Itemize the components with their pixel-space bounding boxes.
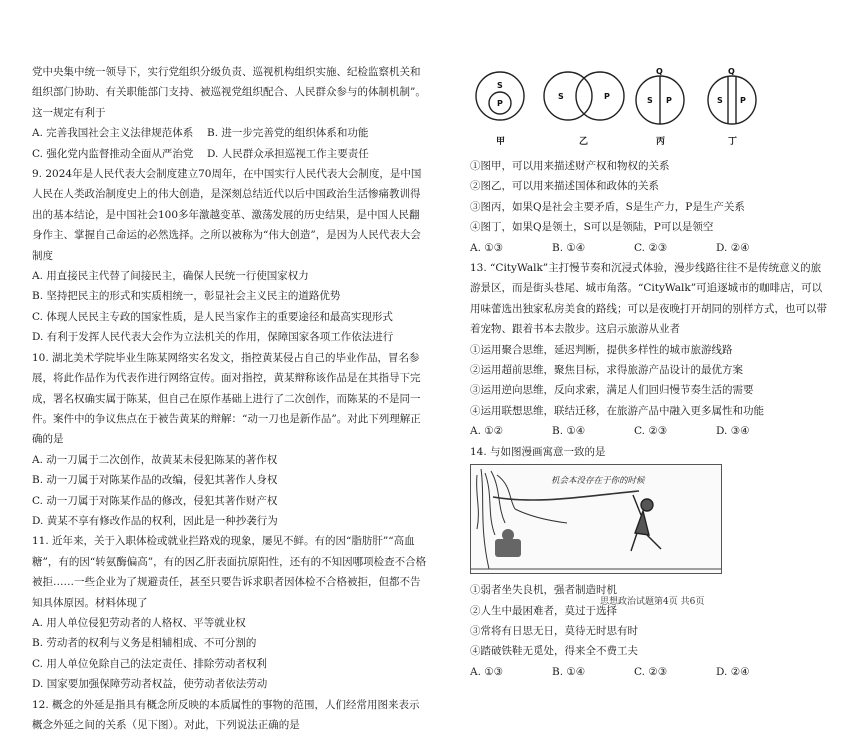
diagram-jia-outer-circle <box>476 72 524 120</box>
q11-option-a: A. 用人单位侵犯劳动者的人格权、平等就业权 <box>32 616 246 629</box>
q8-option-b: B. 进一步完善党的组织体系和功能 <box>207 127 369 140</box>
left-column <box>32 62 427 735</box>
q8-options-row2 <box>32 144 427 164</box>
q10-option-a: A. 动一刀属于二次创作，故黄某未侵犯陈某的著作权 <box>32 453 278 466</box>
q12-option-d: D. ②④ <box>716 241 750 254</box>
jia-p-label: P <box>497 99 503 108</box>
q13-option-d: D. ③④ <box>716 425 750 438</box>
q13-statement-1: ①运用聚合思维，延迟判断，提供多样性的城市旅游线路 <box>470 343 733 356</box>
swinging-figure-head <box>641 499 653 511</box>
swinging-figure-body <box>635 511 649 535</box>
right-column <box>470 66 830 682</box>
q10-option-d: D. 黄某不享有修改作品的权利，因此是一种抄袭行为 <box>32 514 278 527</box>
q8-options-row1 <box>32 123 427 143</box>
q14-statement-4: ④踏破铁鞋无觅处，得来全不费工夫 <box>470 645 638 658</box>
diagram-label-ding: 丁 <box>728 137 738 147</box>
seated-figure <box>495 539 521 557</box>
q10-stem: 10. 湖北美术学院毕业生陈某网络实名发文，指控黄某侵占自己的毕业作品，冒名参展，将此作品作为代表作进行网络宣传。面对指控，黄某辩称该作品是在其指导下完成，署名权确实属于陈某，但自己在原作基础上进行了二次创作，而陈某的不是同一件。案件中的争议焦点在于被告黄某的辩解：“动一刀也是新作品”。对此下列理解正确的是 <box>32 351 421 446</box>
q14-option-b: B. ①④ <box>552 665 586 678</box>
diagram-yi-right-circle <box>576 72 624 120</box>
q12-statement-3: ③图丙，如果Q是社会主要矛盾，S是生产力，P是生产关系 <box>470 200 745 213</box>
q9-option-c: C. 体现人民民主专政的国家性质，是人民当家作主的重要途径和最高实现形式 <box>32 310 393 323</box>
bing-s-label: S <box>647 96 653 105</box>
q9-option-a: A. 用直接民主代替了间接民主，确保人民统一行使国家权力 <box>32 270 309 283</box>
q11-option-d: D. 国家要加强保障劳动者权益，使劳动者依法劳动 <box>32 678 268 691</box>
q9-stem: 9. 2024年是人民代表大会制度建立70周年，在中国实行人民代表大会制度，是中国人民在人类政治制度史上的伟大创造，是深刻总结近代以后中国政治生活惨痛教训得出的基本结论，是中国社会100多年激越变革、激荡发展的历史结果，是中国人民翻身作主、掌握自己命运的必然选择。之所以被称为“伟大创造”，是因为人民代表大会制度 <box>32 168 422 262</box>
bing-p-label: P <box>666 96 672 105</box>
q8-option-a: A. 完善我国社会主义法律规范体系 <box>32 127 194 140</box>
q14-statement-2: ②人生中最困难者，莫过于选择 <box>470 604 617 617</box>
q12-option-c: C. ②③ <box>634 241 668 254</box>
q11-option-c: C. 用人单位免除自己的法定责任、排除劳动者权利 <box>32 657 267 670</box>
venn-diagram-figure <box>470 66 830 156</box>
venn-diagrams <box>470 66 830 156</box>
bing-q-label: Q <box>656 67 663 76</box>
q13-statement-4: ④运用联想思维，联结迁移，在旅游产品中融入更多属性和功能 <box>470 404 764 417</box>
q13-stem: 13. “CityWalk”主打慢节奏和沉浸式体验，漫步线路往往不是传统意义的旅游景区，而是街头巷尾、城市角落。“CityWalk”可追逐城市的咖啡店，可以用味蕾选出独家私房美食的路线；可以是夜晚打开胡同的别样方式，也可以带着宠物、跟着书本去散步。这启示旅游从业者 <box>470 262 827 336</box>
q12-option-a: A. ①③ <box>470 241 504 254</box>
q14-statement-1: ①弱者坐失良机，强者制造时机 <box>470 584 617 597</box>
q10-option-b: B. 动一刀属于对陈某作品的改编，侵犯其著作人身权 <box>32 474 278 487</box>
q8-option-d: D. 人民群众承担巡视工作主要责任 <box>207 147 369 160</box>
page-footer: 思想政治试题第4页 共6页 <box>600 597 705 607</box>
q11-stem: 11. 近年来，关于入职体检或就业拦路戏的现象，屡见不鲜。有的因“脂肪肝”“高血糖”，有的因“转氨酶偏高”，有的因乙肝表面抗原阳性，还有的不知因哪项检查不合格被拒……一些企业为了规避责任，甚至只要告诉求职者因体检不合格被拒，但都不告知具体原因。材料体现了 <box>32 535 427 609</box>
q14-option-d: D. ②④ <box>716 665 750 678</box>
yi-p-label: P <box>604 92 610 101</box>
q12-statement-4: ④图丁，如果Q是领土，S可以是领陆，P可以是领空 <box>470 221 714 234</box>
q9-option-b: B. 坚持把民主的形式和实质相统一，彰显社会主义民主的道路优势 <box>32 290 341 303</box>
ding-q-label: Q <box>728 67 735 76</box>
q14-options <box>470 662 830 682</box>
diagram-label-jia: 甲 <box>496 137 506 147</box>
ding-p-label: P <box>740 96 746 105</box>
branch-rope <box>493 491 639 500</box>
q8-option-c: C. 强化党内监督推动全面从严治党 <box>32 147 194 160</box>
q13-statement-3: ③运用逆向思维，反向求索，满足人们回归慢节奏生活的需要 <box>470 384 754 397</box>
q13-option-c: C. ②③ <box>634 425 668 438</box>
q9-option-d: D. 有利于发挥人民代表大会作为立法机关的作用，保障国家各项工作依法进行 <box>32 331 394 344</box>
q13-options <box>470 421 830 441</box>
jia-s-label: S <box>497 81 503 90</box>
diagram-ding-circle <box>708 76 756 124</box>
q14-stem: 14. 与如图漫画寓意一致的是 <box>470 445 606 458</box>
q12-option-b: B. ①④ <box>552 241 586 254</box>
q14-cartoon <box>470 464 722 574</box>
q12-statement-2: ②图乙，可以用来描述国体和政体的关系 <box>470 180 659 193</box>
q13-statement-2: ②运用超前思维，聚焦目标，求得旅游产品设计的最优方案 <box>470 364 743 377</box>
q12-options <box>470 238 830 258</box>
q13-option-b: B. ①④ <box>552 425 586 438</box>
q8-stem-tail: 党中央集中统一领导下，实行党组织分级负责、巡视机构组织实施、纪检监察机关和组织部门协助、有关职能部门支持、被巡视党组织配合、人民群众参与的体制机制”。这一规定有利于 <box>32 66 426 119</box>
q12-stem: 12. 概念的外延是指具有概念所反映的本质属性的事物的范围，人们经常用图来表示概念外延之间的关系（见下图）。对此，下列说法正确的是 <box>32 698 420 731</box>
yi-s-label: S <box>558 92 564 101</box>
seated-figure-head <box>502 529 514 541</box>
ding-s-label: S <box>717 96 723 105</box>
q13-option-a: A. ①② <box>470 425 504 438</box>
diagram-yi-left-circle <box>544 72 592 120</box>
q14-statement-3: ③常将有日思无日，莫待无时思有时 <box>470 624 638 637</box>
q10-option-c: C. 动一刀属于对陈某作品的修改，侵犯其著作财产权 <box>32 494 278 507</box>
q11-option-b: B. 劳动者的权利与义务是相辅相成、不可分割的 <box>32 637 257 650</box>
diagram-label-bing: 丙 <box>656 137 666 147</box>
q14-option-a: A. ①③ <box>470 665 504 678</box>
q12-statement-1: ①图甲，可以用来描述财产权和物权的关系 <box>470 160 670 172</box>
diagram-label-yi: 乙 <box>579 137 589 147</box>
q14-option-c: C. ②③ <box>634 665 668 678</box>
cartoon-caption: 机会本没存在于你的时候 <box>551 476 645 487</box>
